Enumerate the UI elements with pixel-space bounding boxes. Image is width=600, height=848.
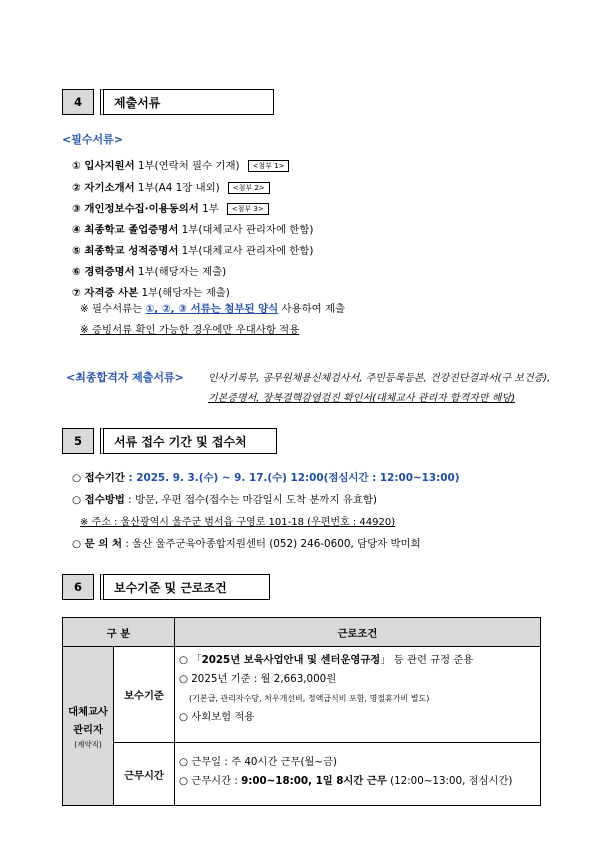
- doc-detail: 1부(A4 1장 내외): [134, 182, 220, 194]
- required-docs-heading: <필수서류>: [62, 133, 123, 146]
- group-label: 대체교사 관리자: [68, 705, 108, 736]
- pay-conditions-table: [62, 617, 541, 806]
- section-5-header: [62, 428, 277, 454]
- doc-item: [72, 242, 313, 257]
- doc-item: [72, 200, 269, 215]
- col-header-category: 구 분: [63, 618, 175, 647]
- pay-line-regulation: ○ 「2025년 보육사업안내 및 센터운영규정」 등 관련 규정 준용: [179, 654, 474, 666]
- row-label-hours: 근무시간: [114, 743, 175, 806]
- section-title: 보수기준 및 근로조건: [100, 574, 270, 600]
- receipt-method: ○ 접수방법 : 방문, 우편 접수(접수는 마감일시 도착 분까지 유효함): [72, 494, 377, 506]
- doc-item: [72, 284, 230, 299]
- doc-name: 자격증 사본: [84, 287, 139, 299]
- final-docs-line2: 기본증명서, 장복결핵감염검진 확인서(대체교사 관리자 합격자만 해당): [208, 393, 516, 404]
- row-label-pay: 보수기준: [114, 647, 175, 743]
- doc-detail: 1부(대체교사 관리자에 한함): [178, 245, 314, 257]
- doc-name: 최종학교 성적증명서: [84, 245, 179, 257]
- doc-number: ⑦: [72, 287, 85, 299]
- hours-conditions: [175, 743, 541, 806]
- doc-number: ①: [72, 160, 85, 172]
- doc-item: [72, 221, 313, 236]
- doc-number: ④: [72, 224, 85, 236]
- col-header-conditions: 근로조건: [175, 618, 541, 647]
- section-number: 4: [62, 89, 94, 115]
- group-sublabel: (계약직): [74, 739, 102, 749]
- doc-name: 입사지원서: [84, 160, 135, 172]
- final-docs-line1: 인사기록부, 공무원채용신체검사서, 주민등록등본, 건강진단결과서(구 보건증),: [208, 373, 551, 384]
- note-evidence: ※ 증빙서류 확인 가능한 경우에만 우대사항 적용: [80, 324, 300, 336]
- doc-detail: 1부: [198, 203, 219, 215]
- doc-number: ⑥: [72, 266, 85, 278]
- receipt-address: ※ 주소 : 울산광역시 울주군 범서읍 구영로 101-18 (우편번호 : 44920): [80, 517, 396, 528]
- section-number: 5: [62, 428, 94, 454]
- hours-line-days: ○ 근무일 : 주 40시간 근무(월~금): [179, 756, 338, 768]
- pay-line-amount: ○ 2025년 기준 : 월 2,663,000원: [179, 673, 337, 685]
- doc-detail: 1부(해당자는 제출): [134, 266, 227, 278]
- doc-number: ②: [72, 182, 85, 194]
- doc-number: ③: [72, 203, 85, 215]
- attachment-tag: <첨부 2>: [228, 182, 270, 194]
- section-title: 서류 접수 기간 및 접수처: [100, 428, 277, 454]
- final-docs-heading: <최종합격자 제출서류>: [66, 371, 184, 384]
- receipt-contact: ○ 문 의 처 : 울산 울주군육아종합지원센터 (052) 246-0600, 담당자 박미희: [72, 538, 421, 550]
- pay-line-breakdown: (기본급, 관리자수당, 처우개선비, 정액급식비 포함, 명절휴가비 별도): [189, 694, 430, 703]
- doc-detail: 1부(대체교사 관리자에 한함): [178, 224, 314, 236]
- doc-number: ⑤: [72, 245, 85, 257]
- doc-name: 최종학교 졸업증명서: [84, 224, 179, 236]
- doc-name: 개인정보수집·이용동의서: [84, 203, 199, 215]
- section-4-header: [62, 89, 274, 115]
- doc-detail: 1부(연락처 필수 기재): [134, 160, 240, 172]
- doc-name: 경력증명서: [84, 266, 135, 278]
- attachment-tag: <첨부 3>: [227, 203, 269, 215]
- note-highlight: ①, ②, ③ 서류는 첨부된 양식: [145, 303, 279, 315]
- doc-item: [72, 157, 289, 172]
- hours-line-time: ○ 근무시간 : 9:00~18:00, 1일 8시간 근무 (12:00~13:00, 점심시간): [179, 775, 513, 787]
- doc-name: 자기소개서: [84, 182, 135, 194]
- group-cell: [63, 647, 114, 806]
- doc-detail: 1부(해당자는 제출): [138, 287, 230, 299]
- note-attached-forms: ※ 필수서류는 ①, ②, ③ 서류는 첨부된 양식 사용하여 제출: [80, 303, 346, 315]
- doc-item: [72, 179, 270, 194]
- attachment-tag: <첨부 1>: [248, 160, 290, 172]
- section-number: 6: [62, 574, 94, 600]
- receipt-period: ○ 접수기간 : 2025. 9. 3.(수) ~ 9. 17.(수) 12:00(점심시간 : 12:00~13:00): [72, 472, 460, 484]
- pay-conditions: [175, 647, 541, 743]
- section-6-header: [62, 574, 270, 600]
- doc-item: [72, 263, 226, 278]
- section-title: 제출서류: [100, 89, 274, 115]
- pay-line-insurance: ○ 사회보험 적용: [179, 711, 255, 723]
